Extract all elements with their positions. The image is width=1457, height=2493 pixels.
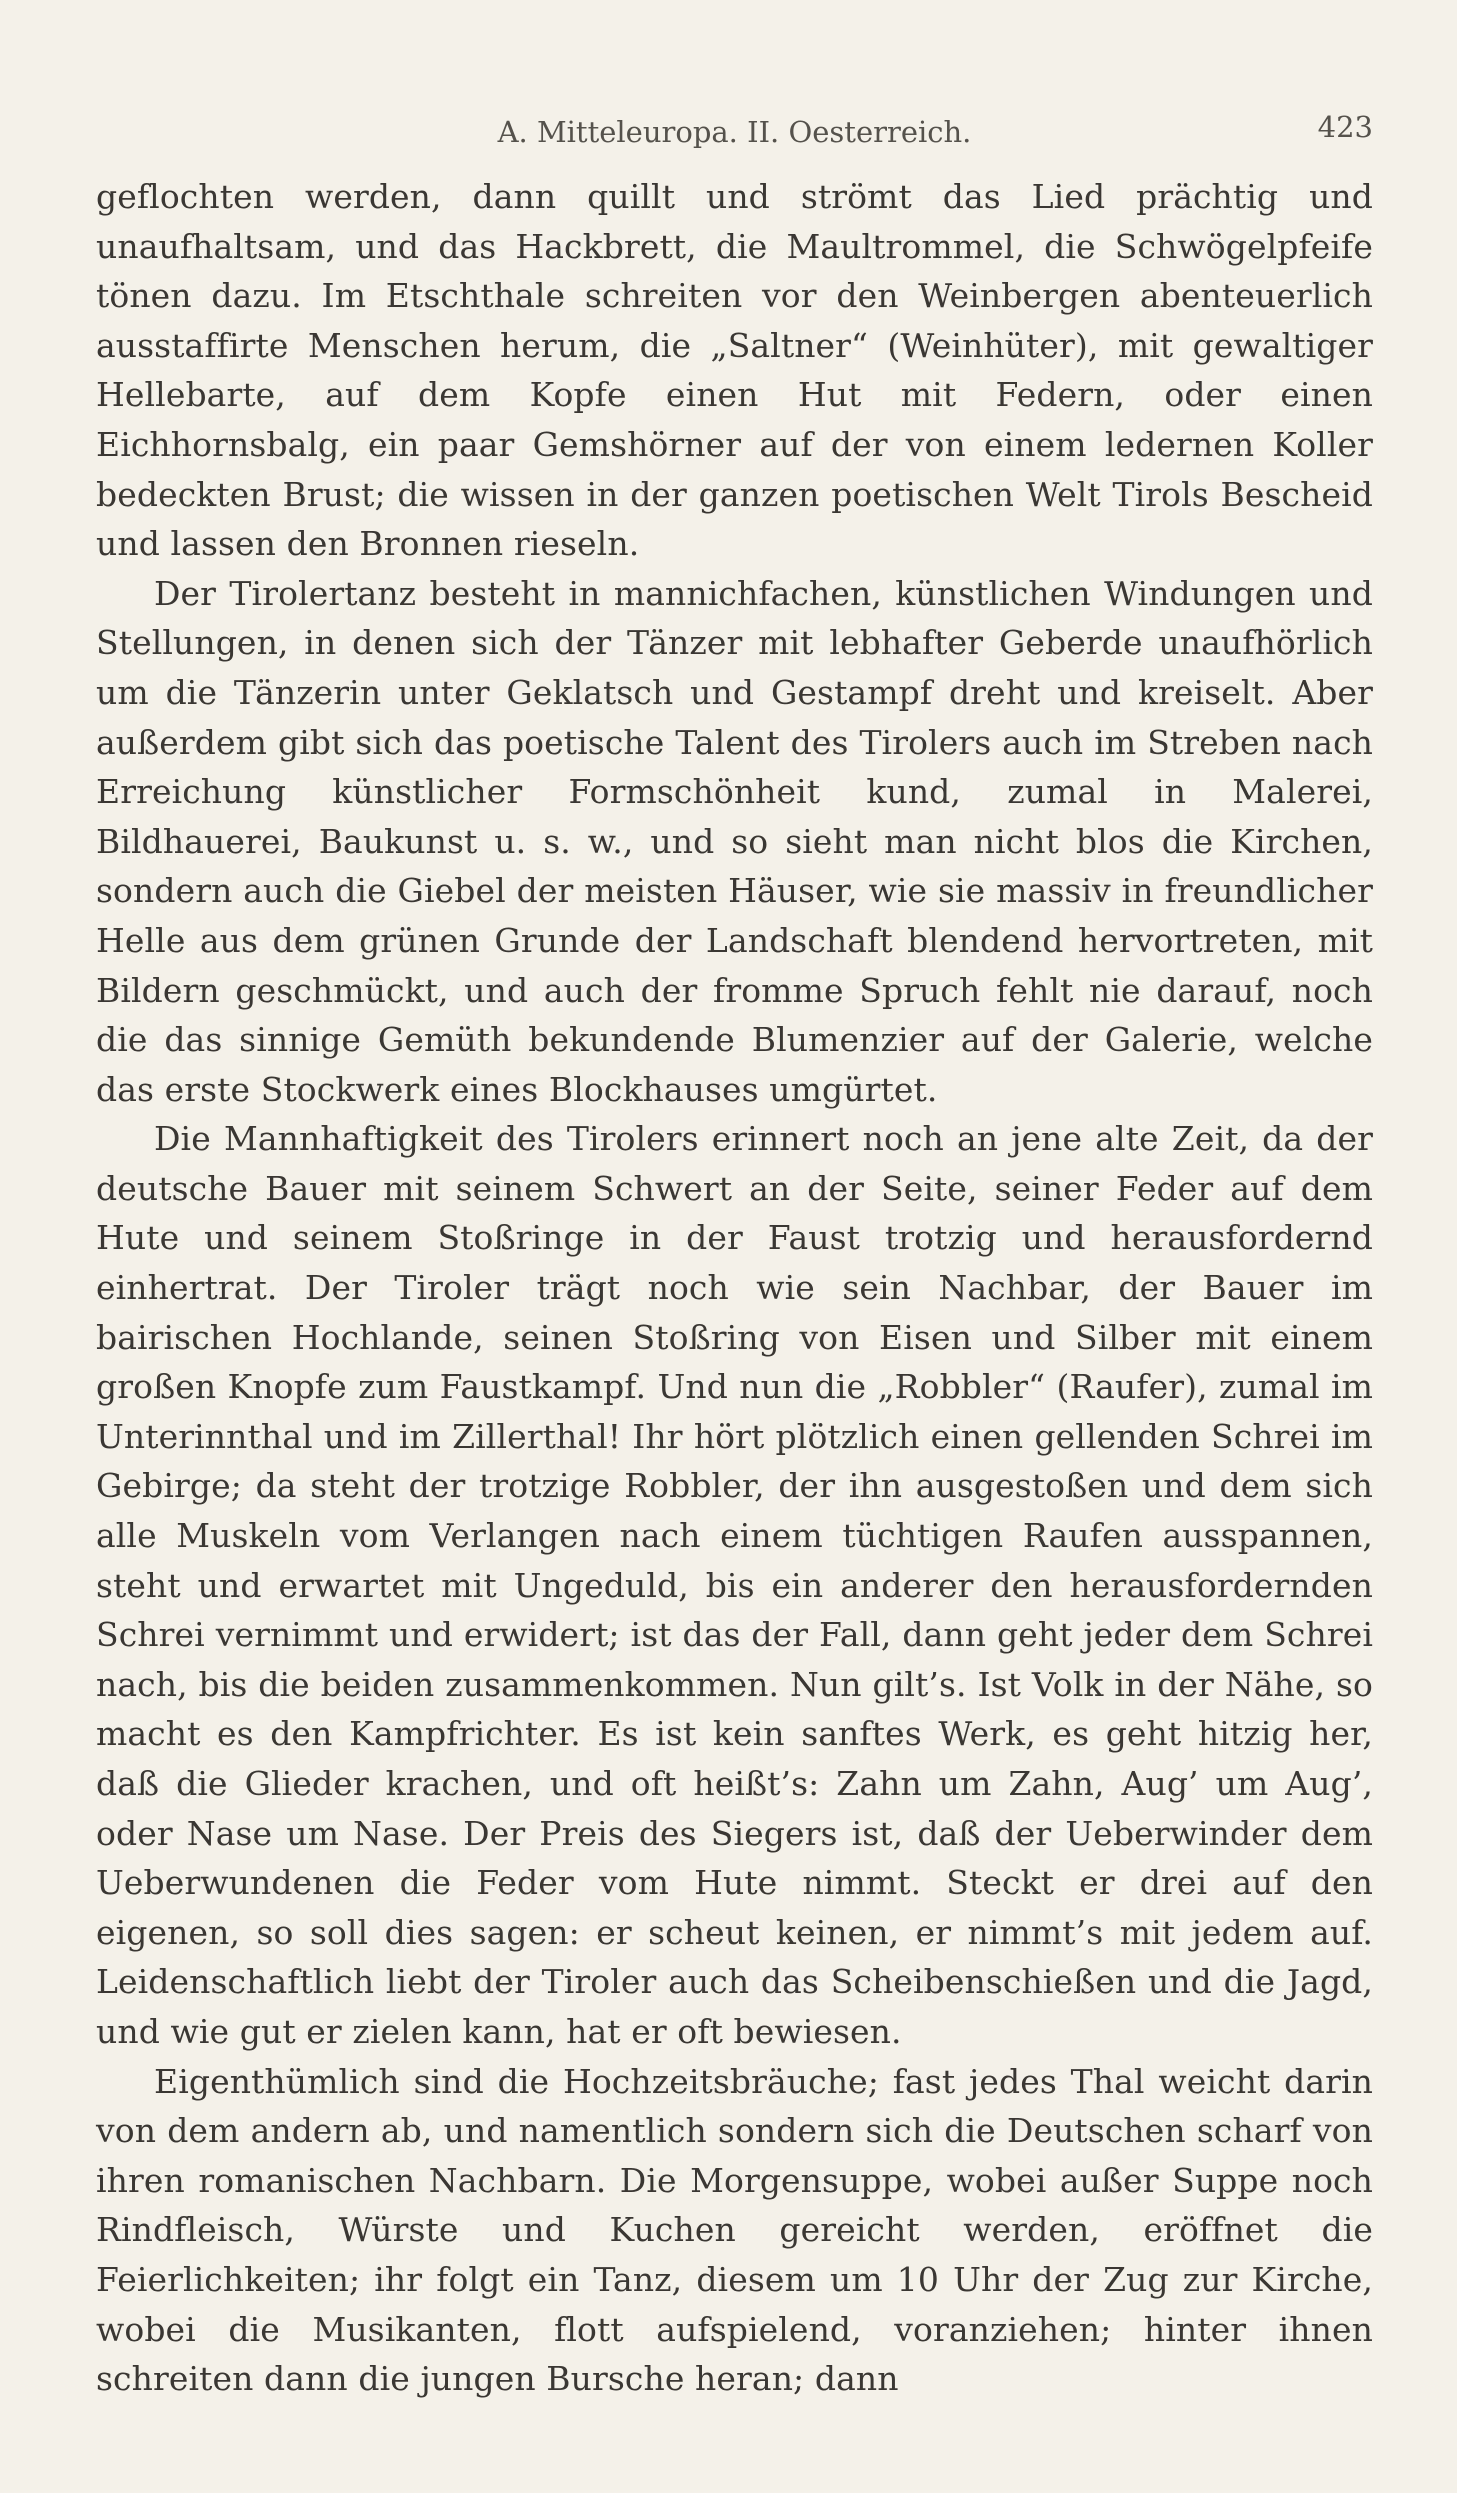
paragraph-tirolertanz: Der Tirolertanz besteht in mannichfachen, künstlichen Windungen und Stellungen, in denen sich der Tänzer mit lebhafter Geberde unaufhörlich um die Tänzerin unter Geklatsch und Gestampf dreht und kreiselt. Aber außerdem gibt sich das poetische Talent des Tirolers auch im Streben nach Erreichung künstlicher Formschönheit kund, zumal in Malerei, Bildhauerei, Baukunst u. s. w., und so sieht man nicht blos die Kirchen, sondern auch die Giebel der meisten Häuser, wie sie massiv in freundlicher Helle aus dem grünen Grunde der Landschaft blendend hervortreten, mit Bildern geschmückt, und auch der fromme Spruch fehlt nie darauf, noch die das sinnige Gemüth bekundende Blumenzier auf der Galerie, welche das erste Stockwerk eines Blockhauses umgürtet. [96, 573, 1373, 1109]
running-header [96, 110, 1373, 154]
paragraph-mannhaftigkeit: Die Mannhaftigkeit des Tirolers erinnert noch an jene alte Zeit, da der deutsche Bauer mit seinem Schwert an der Seite, seiner Feder auf dem Hute und seinem Stoßringe in der Faust trotzig und herausfordernd einhertrat. Der Tiroler trägt noch wie sein Nachbar, der Bauer im bairischen Hochlande, seinen Stoßring von Eisen und Silber mit einem großen Knopfe zum Faustkampf. Und nun die „Robbler“ (Raufer), zumal im Unterinnthal und im Zillerthal! Ihr hört plötzlich einen gellenden Schrei im Gebirge; da steht der trotzige Robbler, der ihn ausgestoßen und dem sich alle Muskeln vom Verlangen nach einem tüchtigen Raufen ausspannen, steht und erwartet mit Ungeduld, bis ein anderer den herausfordernden Schrei vernimmt und erwidert; ist das der Fall, dann geht jeder dem Schrei nach, bis die beiden zusammenkommen. Nun gilt’s. Ist Volk in der Nähe, so macht es den Kampfrichter. Es ist kein sanftes Werk, es geht hitzig her, daß die Glieder krachen, und oft heißt’s: Zahn um Zahn, Aug’ um Aug’, oder Nase um Nase. Der Preis des Siegers ist, daß der Ueberwinder dem Ueberwundenen die Feder vom Hute nimmt. Steckt er drei auf den eigenen, so soll dies sagen: er scheut keinen, er nimmt’s mit jedem auf. Leidenschaftlich liebt der Tiroler auch das Scheibenschießen und die Jagd, und wie gut er zielen kann, hat er oft bewiesen. [96, 1119, 1373, 2051]
paragraph-saltner: geflochten werden, dann quillt und strömt das Lied prächtig und unaufhaltsam, und das Hackbrett, die Maultrommel, die Schwögelpfeife tönen dazu. Im Etschthale schreiten vor den Weinbergen abenteuerlich ausstaffirte Menschen herum, die „Saltner“ (Weinhüter), mit gewaltiger Hellebarte, auf dem Kopfe einen Hut mit Federn, oder einen Eichhornsbalg, ein paar Gemshörner auf der von einem ledernen Koller bedeckten Brust; die wissen in der ganzen poetischen Welt Tirols Bescheid und lassen den Bronnen rieseln. [96, 177, 1373, 564]
paragraph-hochzeitsbraeuche: Eigenthümlich sind die Hochzeitsbräuche; fast jedes Thal weicht darin von dem andern ab, und namentlich sondern sich die Deutschen scharf von ihren romanischen Nachbarn. Die Morgensuppe, wobei außer Suppe noch Rindfleisch, Würste und Kuchen gereicht werden, eröffnet die Feierlichkeiten; ihr folgt ein Tanz, diesem um 10 Uhr der Zug zur Kirche, wobei die Musikanten, flott aufspielend, voranziehen; hinter ihnen schreiten dann die jungen Bursche heran; dann [96, 2061, 1373, 2399]
page-number: 423 [1317, 110, 1373, 144]
running-title: A. Mitteleuropa. II. Oesterreich. [497, 115, 972, 149]
page-body [96, 172, 1373, 2404]
